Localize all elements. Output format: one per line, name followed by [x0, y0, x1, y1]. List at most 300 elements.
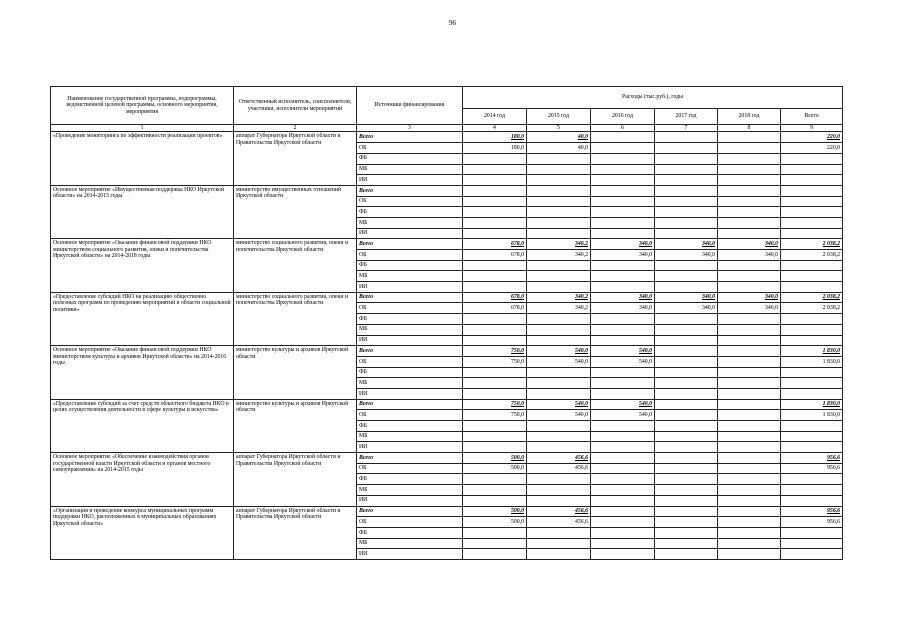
expense-value: [591, 185, 655, 196]
program-name: Основное мероприятие «Обеспечение взаимодействия органов государственной власти Иркутской области и органов местного самоуправления» на 2014-2015 годы: [51, 453, 234, 506]
header-expenses: Расходы (тыс.руб.), годы: [463, 87, 843, 109]
expense-value: [591, 335, 655, 346]
expense-value: [591, 271, 655, 282]
expense-value: 456,6: [527, 453, 591, 464]
expense-value: [527, 271, 591, 282]
expense-value: [655, 453, 718, 464]
total-value: 956,6: [781, 517, 843, 528]
total-value: [781, 442, 843, 453]
funding-source: ФБ: [357, 527, 463, 538]
funding-source: ФБ: [357, 367, 463, 378]
total-value: 1 830,0: [781, 399, 843, 410]
expense-value: [527, 324, 591, 335]
total-value: [781, 217, 843, 228]
total-value: 220,0: [781, 132, 843, 143]
expense-value: [591, 217, 655, 228]
funding-source: ИИ: [357, 228, 463, 239]
expense-value: 500,0: [463, 453, 527, 464]
expense-value: 40,0: [527, 143, 591, 154]
expense-value: [718, 410, 781, 421]
total-value: [781, 474, 843, 485]
expense-value: [591, 228, 655, 239]
funding-source: ИИ: [357, 442, 463, 453]
expense-value: [655, 143, 718, 154]
expense-value: 678,0: [463, 239, 527, 250]
column-number: 3: [357, 125, 463, 132]
expense-value: [655, 378, 718, 389]
expense-value: [655, 399, 718, 410]
expense-value: [591, 517, 655, 528]
expense-value: 500,0: [463, 463, 527, 474]
expense-value: [463, 228, 527, 239]
funding-source: ФБ: [357, 260, 463, 271]
expense-value: [655, 421, 718, 432]
expense-value: 500,0: [463, 517, 527, 528]
expense-value: [718, 143, 781, 154]
expense-value: [718, 324, 781, 335]
expense-value: [527, 442, 591, 453]
expense-value: [463, 388, 527, 399]
expense-value: [591, 175, 655, 186]
expense-value: [718, 346, 781, 357]
expense-value: [718, 378, 781, 389]
expense-value: [718, 335, 781, 346]
table-row: [51, 399, 843, 410]
expense-value: [655, 324, 718, 335]
expense-value: [718, 282, 781, 293]
expense-value: [718, 388, 781, 399]
expense-value: [718, 527, 781, 538]
expense-value: 456,6: [527, 517, 591, 528]
program-name: Основное мероприятие «Оказание финансовой поддержки НКО министерством социального развития, опеки и попечительства Иркутской области» на 2014-2018 годы: [51, 239, 234, 292]
expense-value: [591, 153, 655, 164]
total-value: [781, 495, 843, 506]
expense-value: [591, 314, 655, 325]
expense-value: 340,0: [718, 292, 781, 303]
funding-source: МБ: [357, 431, 463, 442]
funding-source: ФБ: [357, 421, 463, 432]
expense-value: [463, 153, 527, 164]
total-value: [781, 549, 843, 560]
expense-value: [527, 314, 591, 325]
program-name: «Проведение мониторинга по эффективности реализации проектов»: [51, 132, 234, 185]
expense-value: [718, 260, 781, 271]
expense-value: [718, 463, 781, 474]
expense-value: [718, 153, 781, 164]
expense-value: [463, 485, 527, 496]
page-number: 96: [449, 19, 456, 27]
total-value: [781, 228, 843, 239]
header-year: 2015 год: [527, 109, 591, 125]
header-year: 2014 год: [463, 109, 527, 125]
total-value: 1 830,0: [781, 346, 843, 357]
total-value: [781, 282, 843, 293]
expense-value: [463, 207, 527, 218]
column-number: 6: [591, 125, 655, 132]
expense-value: [463, 196, 527, 207]
expense-value: [463, 314, 527, 325]
expense-value: [591, 143, 655, 154]
expense-value: [463, 324, 527, 335]
total-value: 220,0: [781, 143, 843, 154]
expense-value: [718, 132, 781, 143]
funding-source: Всего: [357, 185, 463, 196]
expense-value: [655, 132, 718, 143]
expense-value: [527, 388, 591, 399]
total-value: [781, 485, 843, 496]
funding-source: Всего: [357, 292, 463, 303]
expense-value: 678,0: [463, 303, 527, 314]
expense-value: [527, 335, 591, 346]
expense-value: [463, 421, 527, 432]
budget-table: [50, 86, 843, 560]
expense-value: [591, 453, 655, 464]
expense-value: 456,6: [527, 463, 591, 474]
expense-value: [527, 175, 591, 186]
total-value: 956,6: [781, 506, 843, 517]
total-value: 2 038,2: [781, 250, 843, 261]
column-number: 1: [51, 125, 234, 132]
expense-value: [655, 517, 718, 528]
expense-value: [655, 346, 718, 357]
expense-value: [591, 132, 655, 143]
funding-source: МБ: [357, 378, 463, 389]
funding-source: МБ: [357, 217, 463, 228]
expense-value: [527, 260, 591, 271]
funding-source: Всего: [357, 346, 463, 357]
funding-source: МБ: [357, 485, 463, 496]
total-value: 956,6: [781, 453, 843, 464]
expense-value: 340,0: [718, 303, 781, 314]
expense-value: [718, 164, 781, 175]
expense-value: [527, 495, 591, 506]
expense-value: [655, 282, 718, 293]
expense-value: [655, 196, 718, 207]
expense-value: 40,0: [527, 132, 591, 143]
funding-source: ОБ: [357, 463, 463, 474]
expense-value: [527, 474, 591, 485]
expense-value: [655, 485, 718, 496]
expense-value: [591, 463, 655, 474]
expense-value: [655, 185, 718, 196]
expense-value: [655, 153, 718, 164]
expense-value: [718, 431, 781, 442]
funding-source: МБ: [357, 538, 463, 549]
expense-value: [591, 324, 655, 335]
expense-value: [527, 527, 591, 538]
table-row: [51, 185, 843, 196]
column-number: 2: [234, 125, 357, 132]
expense-value: [718, 442, 781, 453]
expense-value: [718, 485, 781, 496]
expense-value: 340,0: [655, 250, 718, 261]
funding-source: ФБ: [357, 153, 463, 164]
funding-source: ФБ: [357, 314, 463, 325]
expense-value: [463, 442, 527, 453]
expense-value: [655, 207, 718, 218]
funding-source: ОБ: [357, 356, 463, 367]
expense-value: [591, 527, 655, 538]
expense-value: [718, 185, 781, 196]
total-value: [781, 196, 843, 207]
column-number: 5: [527, 125, 591, 132]
total-value: 2 038,2: [781, 292, 843, 303]
expense-value: 340,0: [591, 250, 655, 261]
header-sources: Источники финансирования: [357, 87, 463, 125]
expense-value: [591, 164, 655, 175]
expense-value: [655, 442, 718, 453]
total-value: [781, 153, 843, 164]
expense-value: [527, 217, 591, 228]
expense-value: 540,0: [591, 399, 655, 410]
funding-source: ФБ: [357, 207, 463, 218]
header-program-name: Наименование государственной программы, подпрограммы, ведомственной целевой программы, основного мероприятия, мероприятия: [51, 87, 234, 125]
expense-value: 540,0: [591, 410, 655, 421]
expense-value: 540,0: [591, 346, 655, 357]
expense-value: [591, 538, 655, 549]
expense-value: [527, 228, 591, 239]
responsible-executor: министерство социального развития, опеки и попечительства Иркутской области: [234, 292, 357, 345]
expense-value: [718, 549, 781, 560]
expense-value: [591, 549, 655, 560]
expense-value: 540,0: [527, 346, 591, 357]
expense-value: [463, 260, 527, 271]
expense-value: [655, 506, 718, 517]
expense-value: [527, 421, 591, 432]
responsible-executor: аппарат Губернатора Иркутской области и Правительства Иркутской области: [234, 132, 357, 185]
expense-value: 340,0: [591, 239, 655, 250]
funding-source: ИИ: [357, 549, 463, 560]
expense-value: [591, 260, 655, 271]
expense-value: [655, 527, 718, 538]
table-body: [51, 132, 843, 560]
expense-value: [591, 367, 655, 378]
expense-value: 180,0: [463, 132, 527, 143]
total-value: 2 038,2: [781, 239, 843, 250]
expense-value: [527, 367, 591, 378]
expense-value: [527, 185, 591, 196]
expense-value: 540,0: [527, 356, 591, 367]
expense-value: [463, 335, 527, 346]
funding-source: Всего: [357, 453, 463, 464]
funding-source: Всего: [357, 132, 463, 143]
funding-source: ИИ: [357, 335, 463, 346]
total-value: [781, 367, 843, 378]
expense-value: [463, 538, 527, 549]
expense-value: [463, 217, 527, 228]
total-value: [781, 431, 843, 442]
responsible-executor: министерство культуры и архивов Иркутской области: [234, 346, 357, 399]
expense-value: [655, 356, 718, 367]
table-row: [51, 506, 843, 517]
expense-value: [591, 485, 655, 496]
expense-value: [655, 474, 718, 485]
expense-value: 456,6: [527, 506, 591, 517]
expense-value: 180,0: [463, 143, 527, 154]
table-row: [51, 239, 843, 250]
header-year: 2016 год: [591, 109, 655, 125]
expense-value: [591, 207, 655, 218]
expense-value: [718, 453, 781, 464]
program-name: Основное мероприятие «Оказание финансовой поддержки НКО министерством культуры и архивов Иркутской области» на 2014-2016 годы: [51, 346, 234, 399]
expense-value: [655, 314, 718, 325]
expense-value: [718, 399, 781, 410]
expense-value: 340,2: [527, 239, 591, 250]
funding-source: ИИ: [357, 388, 463, 399]
expense-value: [718, 314, 781, 325]
total-value: [781, 175, 843, 186]
column-number: 8: [718, 125, 781, 132]
expense-value: [655, 217, 718, 228]
funding-source: МБ: [357, 164, 463, 175]
header-year: 2017 год: [655, 109, 718, 125]
expense-value: [655, 410, 718, 421]
expense-value: 678,0: [463, 292, 527, 303]
total-value: 1 830,0: [781, 356, 843, 367]
expense-value: [718, 367, 781, 378]
expense-value: 750,0: [463, 356, 527, 367]
funding-source: ОБ: [357, 303, 463, 314]
expense-value: [591, 442, 655, 453]
expense-value: 500,0: [463, 506, 527, 517]
expense-value: [718, 228, 781, 239]
table-row: [51, 292, 843, 303]
expense-value: 340,0: [655, 239, 718, 250]
funding-source: ОБ: [357, 410, 463, 421]
expense-value: [655, 175, 718, 186]
expense-value: [527, 153, 591, 164]
expense-value: [463, 378, 527, 389]
expense-value: [718, 217, 781, 228]
expense-value: [527, 549, 591, 560]
table-row: [51, 453, 843, 464]
expense-value: [718, 495, 781, 506]
funding-source: МБ: [357, 271, 463, 282]
total-value: [781, 335, 843, 346]
funding-source: ИИ: [357, 282, 463, 293]
funding-source: ОБ: [357, 143, 463, 154]
total-value: [781, 185, 843, 196]
expense-value: [591, 282, 655, 293]
expense-value: 540,0: [527, 410, 591, 421]
total-value: 1 830,0: [781, 410, 843, 421]
expense-value: [527, 207, 591, 218]
total-value: [781, 271, 843, 282]
expense-value: 340,0: [591, 303, 655, 314]
expense-value: [655, 367, 718, 378]
expense-value: [591, 378, 655, 389]
expense-value: [655, 463, 718, 474]
expense-value: 340,2: [527, 303, 591, 314]
expense-value: [527, 431, 591, 442]
expense-value: [591, 431, 655, 442]
expense-value: [655, 335, 718, 346]
total-value: 956,6: [781, 463, 843, 474]
expense-value: [591, 474, 655, 485]
expense-value: [463, 431, 527, 442]
responsible-executor: министерство социального развития, опеки и попечительства Иркутской области: [234, 239, 357, 292]
responsible-executor: министерство культуры и архивов Иркутской области: [234, 399, 357, 452]
expense-value: 540,0: [591, 356, 655, 367]
expense-value: [655, 388, 718, 399]
expense-value: [718, 421, 781, 432]
header-responsible: Ответственный исполнитель, соисполнители, участники, исполнители мероприятий: [234, 87, 357, 125]
funding-source: МБ: [357, 324, 463, 335]
responsible-executor: аппарат Губернатора Иркутской области и Правительства Иркутской области: [234, 506, 357, 559]
expense-value: [463, 185, 527, 196]
program-name: «Предоставление субсидий НКО на реализацию общественно полезных программ по проведению мероприятий в области социальной политики»: [51, 292, 234, 345]
expense-value: 340,0: [718, 250, 781, 261]
header-year: 2018 год: [718, 109, 781, 125]
expense-value: [591, 495, 655, 506]
expense-value: [655, 164, 718, 175]
total-value: [781, 388, 843, 399]
expense-value: [718, 506, 781, 517]
expense-value: [527, 485, 591, 496]
program-name: Основное мероприятие «Имущественная поддержка НКО Иркутской области» на 2014-2015 годы: [51, 185, 234, 238]
expense-value: [591, 196, 655, 207]
expense-value: [718, 271, 781, 282]
expense-value: [655, 260, 718, 271]
expense-value: [718, 207, 781, 218]
expense-value: [655, 228, 718, 239]
expense-value: [718, 474, 781, 485]
expense-value: [718, 175, 781, 186]
header-total: Всего: [781, 109, 843, 125]
expense-value: 340,2: [527, 292, 591, 303]
expense-value: 340,0: [591, 292, 655, 303]
total-value: [781, 164, 843, 175]
column-number: 7: [655, 125, 718, 132]
column-number: 9: [781, 125, 843, 132]
expense-value: [463, 271, 527, 282]
total-value: [781, 538, 843, 549]
expense-value: [718, 196, 781, 207]
expense-value: [655, 538, 718, 549]
expense-value: 540,0: [527, 399, 591, 410]
total-value: [781, 527, 843, 538]
responsible-executor: министерство имущественных отношений Иркутской области: [234, 185, 357, 238]
expense-value: [463, 175, 527, 186]
expense-value: 678,0: [463, 250, 527, 261]
expense-value: [463, 474, 527, 485]
expense-value: 750,0: [463, 410, 527, 421]
expense-value: [463, 367, 527, 378]
expense-value: [463, 495, 527, 506]
expense-value: [527, 282, 591, 293]
funding-source: ОБ: [357, 196, 463, 207]
funding-source: ОБ: [357, 517, 463, 528]
expense-value: [463, 282, 527, 293]
funding-source: ФБ: [357, 474, 463, 485]
total-value: [781, 260, 843, 271]
total-value: [781, 324, 843, 335]
expense-value: [591, 388, 655, 399]
expense-value: [655, 495, 718, 506]
total-value: [781, 421, 843, 432]
table-row: [51, 346, 843, 357]
column-number: 4: [463, 125, 527, 132]
funding-source: ИИ: [357, 495, 463, 506]
expense-value: [527, 378, 591, 389]
expense-value: [591, 506, 655, 517]
expense-value: [463, 549, 527, 560]
expense-value: 340,0: [655, 303, 718, 314]
expense-value: [527, 164, 591, 175]
expense-value: 750,0: [463, 346, 527, 357]
responsible-executor: аппарат Губернатора Иркутской области и Правительства Иркутской области: [234, 453, 357, 506]
expense-value: [463, 527, 527, 538]
